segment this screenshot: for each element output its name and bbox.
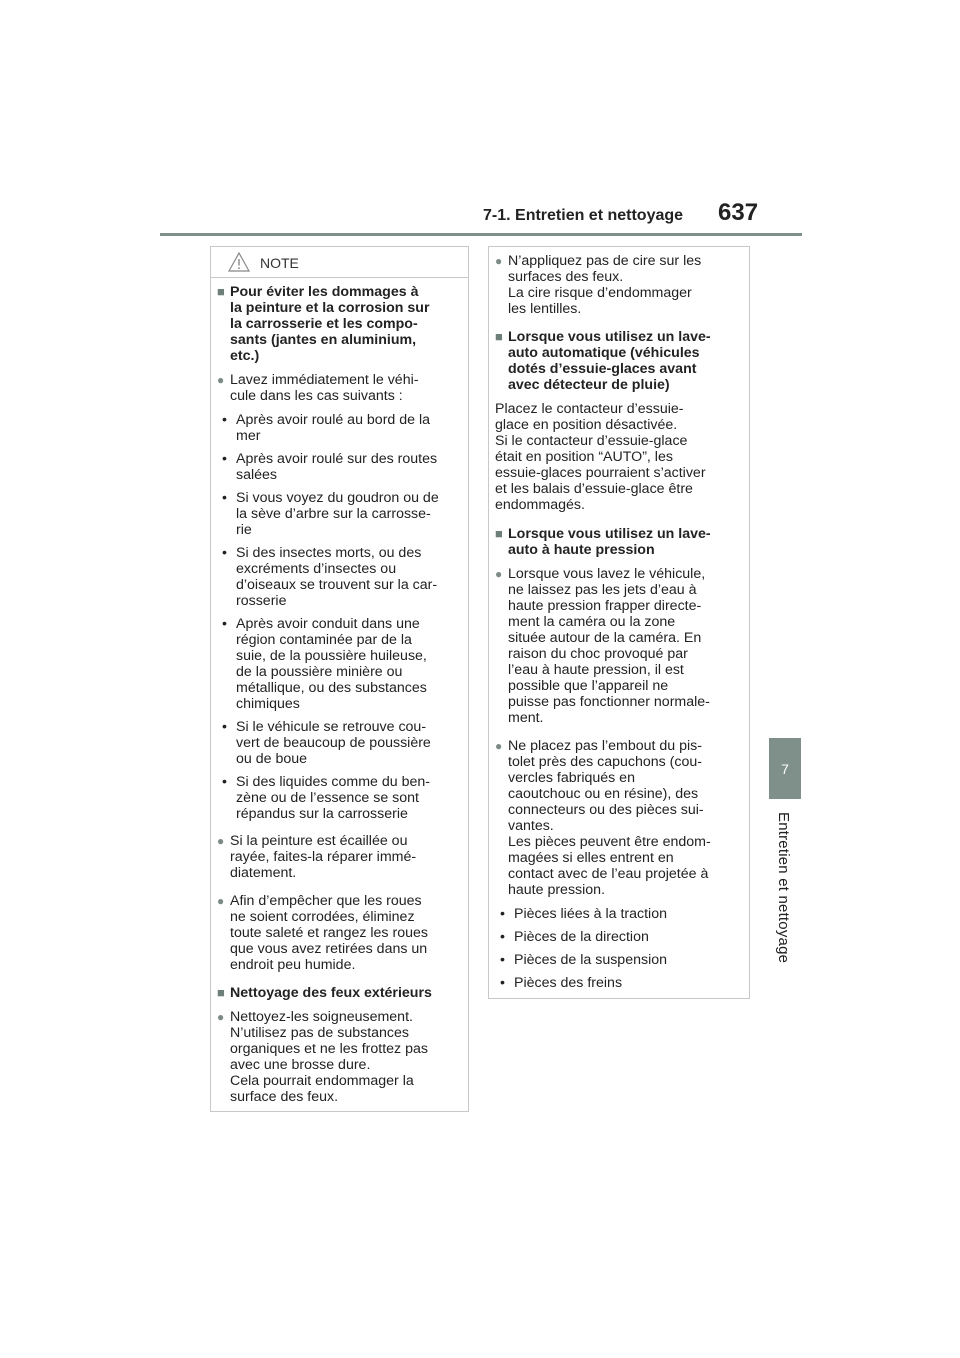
square-bullet-icon: ■ [495, 526, 503, 541]
page-number: 637 [718, 199, 759, 226]
sub-item: • Si des insectes morts, ou des excréments d’insectes ou d’oiseaux se trouvent sur la car- rosserie [222, 545, 438, 609]
sub-item: • Après avoir roulé sur des routes salées [222, 451, 438, 483]
sub-item: • Après avoir conduit dans une région contaminée par de la suie, de la poussière huileuse, de la poussière minière ou métallique, ou des substances chimiques [222, 616, 427, 712]
bullet-item: ● N’appliquez pas de cire sur les surfaces des feux. La cire risque d’endommager les lentilles. [495, 253, 702, 317]
chapter-label: Entretien et nettoyage [775, 812, 792, 964]
circle-bullet-icon: ● [495, 567, 503, 581]
sub-item: • Si vous voyez du goudron ou de la sève d’arbre sur la carrosse- rie [222, 490, 439, 538]
square-bullet-icon: ■ [217, 284, 225, 299]
circle-bullet-icon: ● [217, 894, 225, 908]
section-heading: ■ Pour éviter les dommages à la peinture et la corrosion sur la carrosserie et les compo- sants (jantes en aluminium, etc.) [217, 284, 430, 364]
circle-bullet-icon: ● [217, 834, 225, 848]
section-heading: ■ Lorsque vous utilisez un lave- auto automatique (véhicules dotés d’essuie-glaces avant avec détecteur de pluie) [495, 329, 711, 393]
sub-item: • Si des liquides comme du ben- zène ou de l’essence se sont répandus sur la carrosserie [222, 774, 430, 822]
square-bullet-icon: ■ [217, 985, 225, 1000]
note-box-right [488, 246, 750, 999]
bullet-item: ● Lorsque vous lavez le véhicule, ne laissez pas les jets d’eau à haute pression frapper directe- ment la caméra ou la zone située autour de la caméra. En raison du choc provoqué par l’eau à haute pression, il est possible que l’appareil ne puisse pas fonctionner normale- ment. [495, 566, 710, 726]
sub-item: • Après avoir roulé au bord de la mer [222, 412, 431, 444]
section-heading: ■ Lorsque vous utilisez un lave- auto à haute pression [495, 526, 711, 558]
note-label: NOTE [260, 255, 299, 271]
note-content-right [489, 247, 749, 991]
sub-item: • Pièces liées à la traction [500, 906, 667, 922]
note-content-left [211, 278, 468, 1105]
chapter-tab [769, 738, 801, 799]
circle-bullet-icon: ● [495, 254, 503, 268]
warning-icon [228, 252, 250, 272]
sub-item: • Pièces de la direction [500, 929, 649, 945]
bullet-item: ● Lavez immédiatement le véhi- cule dans les cas suivants : [217, 372, 419, 404]
square-bullet-icon: ■ [495, 329, 503, 344]
note-box-left [210, 246, 469, 1112]
bullet-item: ● Ne placez pas l’embout du pis- tolet près des capuchons (cou- vercles fabriqués en caoutchouc ou en résine), des connecteurs ou des pièces sui- vantes. Les pièces peuvent être endom- magées si elles entrent en contact avec de l’eau projetée à haute pression. [495, 738, 711, 898]
circle-bullet-icon: ● [217, 373, 225, 387]
section-heading: ■ Nettoyage des feux extérieurs [217, 985, 432, 1001]
bullet-item: ● Nettoyez-les soigneusement. N’utilisez pas de substances organiques et ne les frottez pas avec une brosse dure. Cela pourrait endommager la surface des feux. [217, 1009, 428, 1105]
sub-item: • Pièces de la suspension [500, 952, 668, 968]
circle-bullet-icon: ● [217, 1010, 225, 1024]
note-header [211, 247, 468, 278]
sub-item: • Pièces des freins [500, 975, 623, 991]
chapter-number: 7 [781, 760, 789, 777]
paragraph: Placez le contacteur d’essuie- glace en position désactivée. Si le contacteur d’essuie-glace était en position “AUTO”, les essuie-glaces pourraient s’activer et les balais d’essuie-glace être endommagés. [495, 401, 706, 513]
bullet-item: ● Si la peinture est écaillée ou rayée, faites-la réparer immé- diatement. [217, 833, 417, 881]
header-rule [160, 233, 802, 236]
circle-bullet-icon: ● [495, 739, 503, 753]
section-title: 7-1. Entretien et nettoyage [483, 207, 684, 224]
bullet-item: ● Afin d’empêcher que les roues ne soient corrodées, éliminez toute saleté et rangez les roues que vous avez retirées dans un endroit peu humide. [217, 893, 428, 973]
sub-item: • Si le véhicule se retrouve cou- vert de beaucoup de poussière ou de boue [222, 719, 431, 767]
